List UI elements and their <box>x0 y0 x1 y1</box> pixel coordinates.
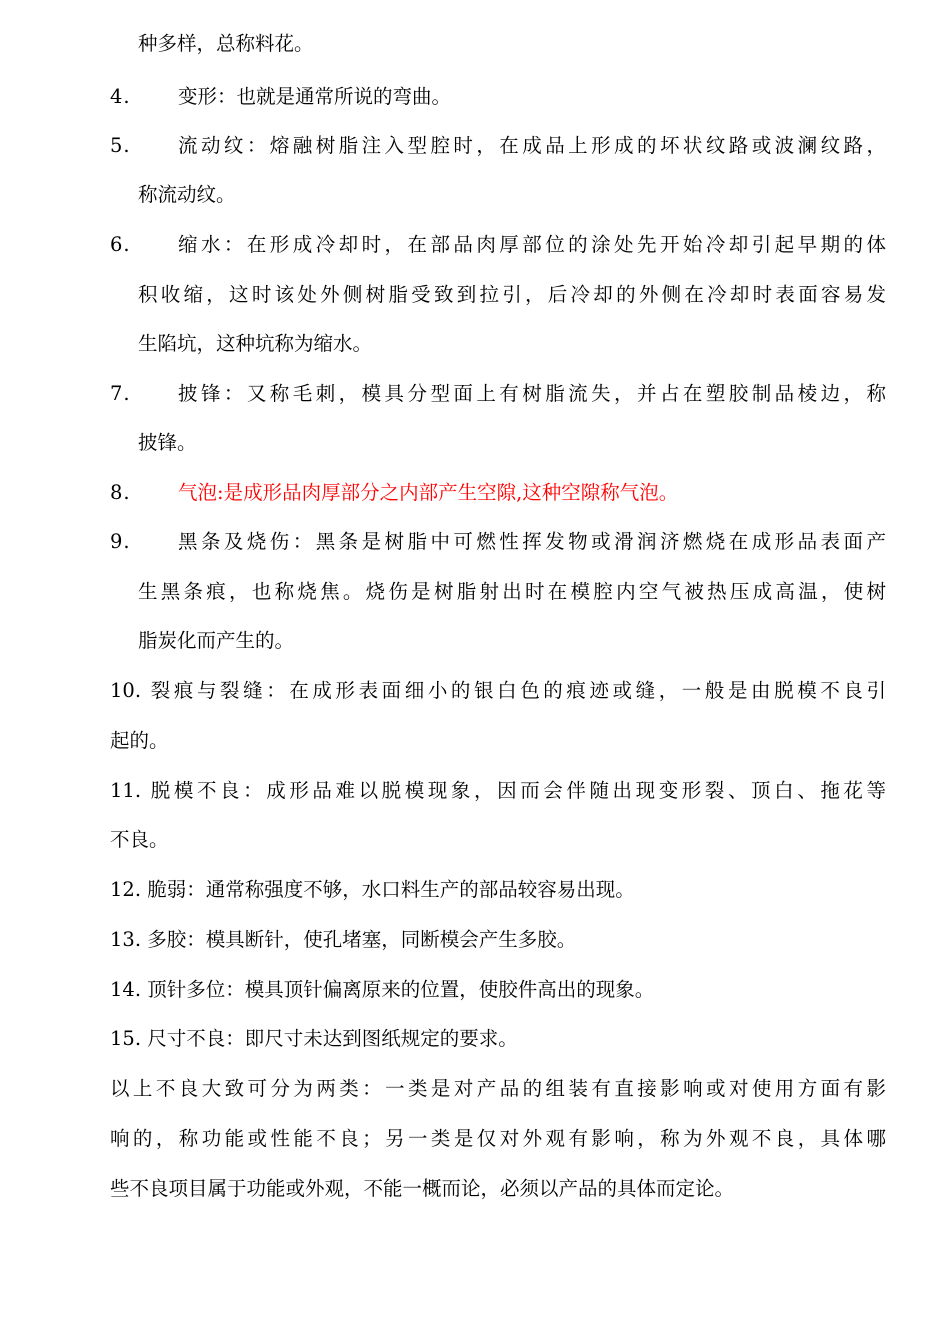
item-text: 13. 多胶：模具断针，使孔堵塞，同断模会产生多胶。 <box>110 928 577 951</box>
list-item-13 <box>110 927 576 953</box>
item-number: 5. <box>110 134 131 157</box>
item-text: 不良。 <box>110 828 169 851</box>
item-text-highlighted: 气泡:是成形品肉厚部分之内部产生空隙,这种空隙称气泡。 <box>178 481 679 504</box>
item-text: 10. 裂痕与裂缝：在成形表面细小的银白色的痕迹或缝，一般是由脱模不良引 <box>110 679 886 702</box>
list-item-6-continuation <box>138 331 372 357</box>
item-text: 流动纹：熔融树脂注入型腔时，在成品上形成的坏状纹路或波澜纹路， <box>178 134 886 157</box>
item-text: 变形：也就是通常所说的弯曲。 <box>178 85 452 108</box>
item-text: 生黑条痕，也称烧焦。烧伤是树脂射出时在模腔内空气被热压成高温，使树 <box>138 580 886 603</box>
list-item-15 <box>110 1026 518 1052</box>
paragraph-text: 以上不良大致可分为两类：一类是对产品的组装有直接影响或对使用方面有影 <box>110 1077 886 1100</box>
item-text: 称流动纹。 <box>138 183 236 206</box>
item-number: 9. <box>110 530 131 553</box>
item-text: 披锋。 <box>138 431 197 454</box>
list-item-14 <box>110 977 654 1003</box>
list-item-11-continuation <box>110 827 169 853</box>
item-text: 14. 顶针多位：模具顶针偏离原来的位置，使胶件高出的现象。 <box>110 978 655 1001</box>
list-item-10-continuation <box>110 728 169 754</box>
item-number: 6. <box>110 233 131 256</box>
item-text: 积收缩，这时该处外侧树脂受致到拉引，后冷却的外侧在冷却时表面容易发 <box>138 283 886 306</box>
item-number: 7. <box>110 382 131 405</box>
list-item-5-continuation <box>138 182 236 208</box>
item-text: 12. 脆弱：通常称强度不够，水口料生产的部品较容易出现。 <box>110 878 635 901</box>
item-text: 起的。 <box>110 729 169 752</box>
item-text: 披锋：又称毛刺，模具分型面上有树脂流失，并占在塑胶制品棱边，称 <box>178 382 886 405</box>
item-text: 15. 尺寸不良：即尺寸未达到图纸规定的要求。 <box>110 1027 518 1050</box>
item-text: 脂炭化而产生的。 <box>138 629 295 652</box>
paragraph-text: 些不良项目属于功能或外观，不能一概而论，必须以产品的具体而定论。 <box>110 1177 735 1200</box>
continuation-line <box>138 31 314 57</box>
paragraph-text: 响的，称功能或性能不良；另一类是仅对外观有影响，称为外观不良，具体哪 <box>110 1127 886 1150</box>
summary-paragraph-line-3 <box>110 1176 734 1202</box>
item-number: 4. <box>110 85 131 108</box>
line-text: 种多样，总称料花。 <box>138 32 314 55</box>
item-text: 缩水：在形成冷却时，在部品肉厚部位的涂处先开始冷却引起早期的体 <box>178 233 886 256</box>
list-item-7-continuation <box>138 430 197 456</box>
list-item-9-continuation <box>138 628 294 654</box>
item-text: 黑条及烧伤：黑条是树脂中可燃性挥发物或滑润济燃烧在成形品表面产 <box>178 530 886 553</box>
item-text: 生陷坑，这种坑称为缩水。 <box>138 332 373 355</box>
item-number: 8. <box>110 481 131 504</box>
item-text: 11. 脱模不良：成形品难以脱模现象，因而会伴随出现变形裂、顶白、拖花等 <box>110 779 886 802</box>
list-item-12 <box>110 877 635 903</box>
